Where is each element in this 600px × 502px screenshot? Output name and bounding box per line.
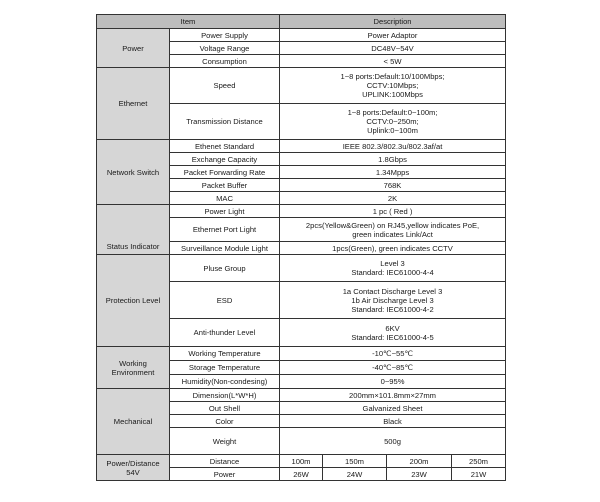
category-mechanical: Mechanical: [97, 389, 170, 455]
spec-table: [96, 14, 506, 481]
spec-label: Exchange Capacity: [170, 153, 280, 166]
spec-value: 768K: [280, 179, 506, 192]
spec-label: Color: [170, 415, 280, 428]
spec-value: 1~8 ports:Default:0~100m; CCTV:0~250m; Uplink:0~100m: [280, 104, 506, 140]
table-row: [97, 205, 506, 218]
category-ethernet: Ethernet: [97, 68, 170, 140]
spec-value: Galvanized Sheet: [280, 402, 506, 415]
distance-value: 100m: [280, 455, 323, 468]
spec-label: Surveillance Module Light: [170, 242, 280, 255]
spec-value: 1pcs(Green), green indicates CCTV: [280, 242, 506, 255]
spec-label: Ethenet Standard: [170, 140, 280, 153]
spec-value: 2pcs(Yellow&Green) on RJ45,yellow indicates PoE, green indicates Link/Act: [280, 218, 506, 242]
spec-value: 200mm×101.8mm×27mm: [280, 389, 506, 402]
spec-label: Anti-thunder Level: [170, 319, 280, 347]
table-row: [97, 389, 506, 402]
spec-value: 1 pc ( Red ): [280, 205, 506, 218]
spec-label: Consumption: [170, 55, 280, 68]
spec-value: 1~8 ports:Default:10/100Mbps; CCTV:10Mbps; UPLINK:100Mbps: [280, 68, 506, 104]
spec-value: Black: [280, 415, 506, 428]
spec-label: Packet Buffer: [170, 179, 280, 192]
spec-value: 6KV Standard: IEC61000-4-5: [280, 319, 506, 347]
spec-value: 1.8Gbps: [280, 153, 506, 166]
table-row: [97, 255, 506, 282]
spec-label: Power: [170, 468, 280, 481]
category-power-distance: Power/Distance 54V: [97, 455, 170, 481]
spec-value: IEEE 802.3/802.3u/802.3af/at: [280, 140, 506, 153]
spec-label: Distance: [170, 455, 280, 468]
spec-value: 0~95%: [280, 375, 506, 389]
spec-label: Working Temperature: [170, 347, 280, 361]
power-value: 21W: [452, 468, 506, 481]
spec-value: DC48V~54V: [280, 42, 506, 55]
category-status-indicator: Status Indicator: [97, 205, 170, 255]
spec-value: -40℃~85℃: [280, 361, 506, 375]
table-row: [97, 140, 506, 153]
power-value: 24W: [323, 468, 387, 481]
spec-label: Power Supply: [170, 29, 280, 42]
distance-value: 200m: [387, 455, 452, 468]
spec-value: -10℃~55℃: [280, 347, 506, 361]
spec-label: Transmission Distance: [170, 104, 280, 140]
table-row: [97, 68, 506, 104]
spec-label: Dimension(L*W*H): [170, 389, 280, 402]
header-description: Description: [280, 15, 506, 29]
spec-value: Level 3 Standard: IEC61000-4-4: [280, 255, 506, 282]
spec-label: Packet Forwarding Rate: [170, 166, 280, 179]
category-network-switch: Network Switch: [97, 140, 170, 205]
table-row: [97, 29, 506, 42]
distance-value: 250m: [452, 455, 506, 468]
spec-label: Ethernet Port Light: [170, 218, 280, 242]
spec-label: Humidity(Non-condesing): [170, 375, 280, 389]
spec-label: ESD: [170, 282, 280, 319]
spec-label: Power Light: [170, 205, 280, 218]
spec-value: 1a Contact Discharge Level 3 1b Air Discharge Level 3 Standard: IEC61000-4-2: [280, 282, 506, 319]
spec-label: Speed: [170, 68, 280, 104]
spec-value: 2K: [280, 192, 506, 205]
header-row: [97, 15, 506, 29]
spec-value: 1.34Mpps: [280, 166, 506, 179]
spec-label: Voltage Range: [170, 42, 280, 55]
header-item: Item: [97, 15, 280, 29]
spec-value: < 5W: [280, 55, 506, 68]
spec-value: Power Adaptor: [280, 29, 506, 42]
distance-value: 150m: [323, 455, 387, 468]
category-power: Power: [97, 29, 170, 68]
spec-label: MAC: [170, 192, 280, 205]
spec-label: Pluse Group: [170, 255, 280, 282]
power-value: 26W: [280, 468, 323, 481]
category-working-environment: Working Environment: [97, 347, 170, 389]
table-row: [97, 347, 506, 361]
table-row: [97, 455, 506, 468]
spec-value: 500g: [280, 428, 506, 455]
spec-label: Storage Temperature: [170, 361, 280, 375]
power-value: 23W: [387, 468, 452, 481]
spec-label: Out Shell: [170, 402, 280, 415]
category-protection-level: Protection Level: [97, 255, 170, 347]
spec-label: Weight: [170, 428, 280, 455]
